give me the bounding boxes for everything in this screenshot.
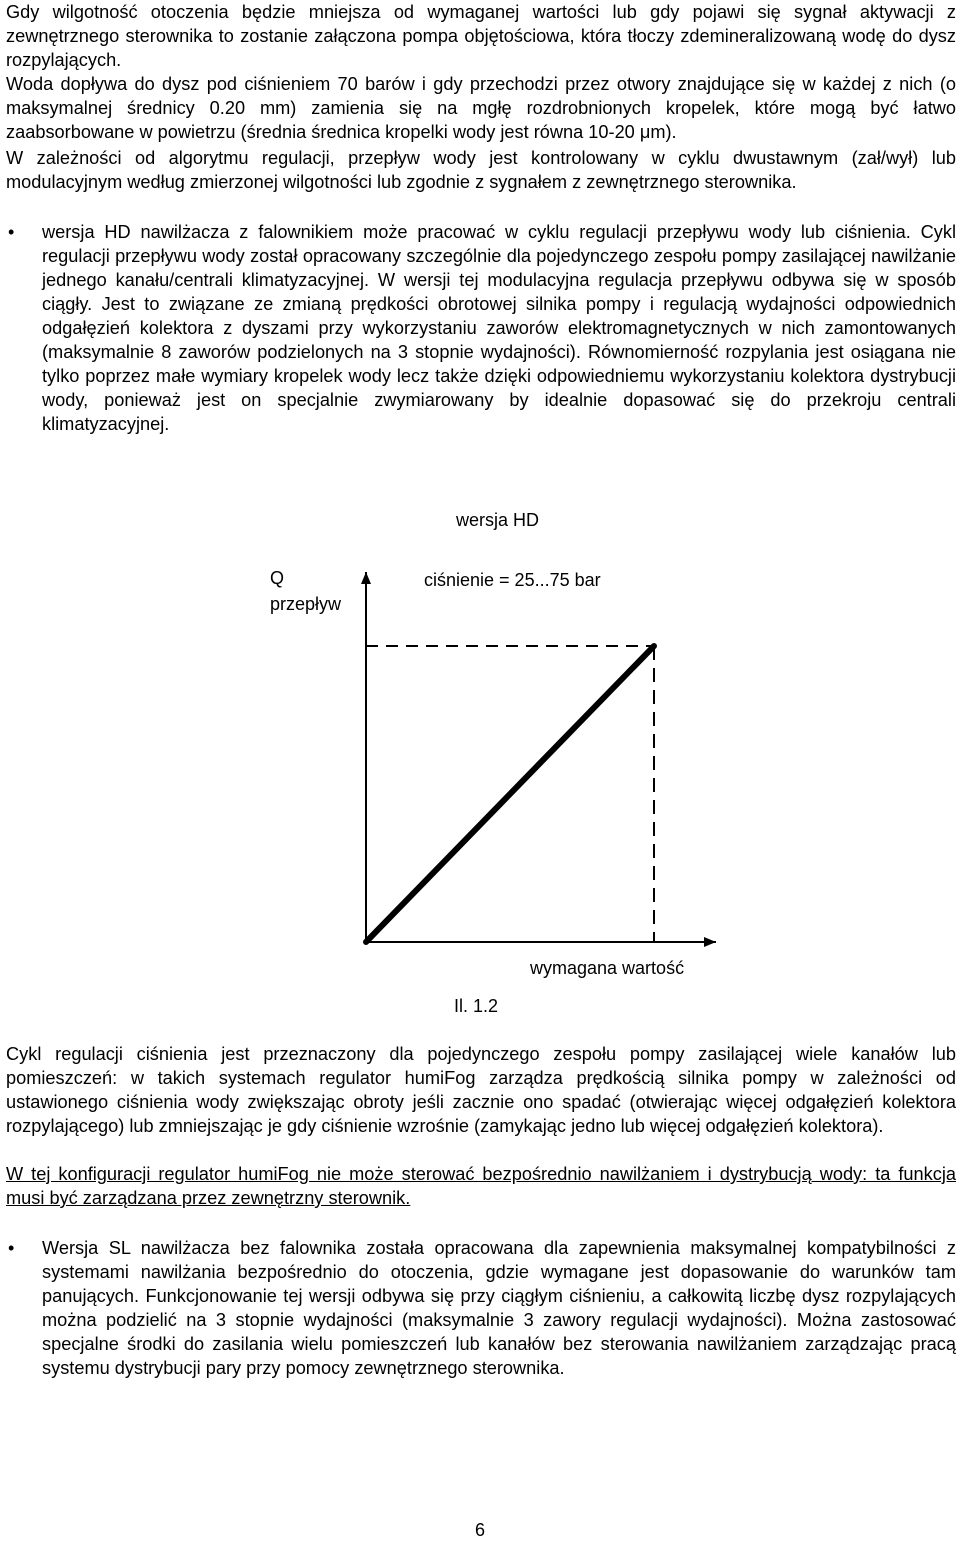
flow-chart	[0, 490, 960, 1030]
chart-title: wersja HD	[456, 510, 540, 530]
chart-x-label: wymagana wartość	[530, 958, 685, 978]
paragraph-intro: Gdy wilgotność otoczenia będzie mniejsza od wymaganej wartości lub gdy pojawi się sygnał aktywacji z zewnętrznego sterownika to zostanie załączona pompa objętościowa, która tłoczy zdemineralizowaną wodę do dysz rozpylających.	[6, 2, 956, 70]
figure-caption: Il. 1.2	[454, 996, 499, 1016]
paragraph-water-supply: Woda dopływa do dysz pod ciśnieniem 70 barów i gdy przechodzi przez otwory znajdujące się w każdej z nich (o maksymalnej średnicy 0.20 mm) zamienia się na mgłę rozdrobnionych kropelek, które mogą być łatwo zaabsorbowane w powietrzu (średnia średnica kropelki wody jest równa 10-20 μm).	[6, 74, 956, 142]
flow-series-line	[366, 646, 654, 942]
paragraph-pressure-cycle: Cykl regulacji ciśnienia jest przeznaczony dla pojedynczego zespołu pompy zasilającej wiele kanałów lub pomieszczeń: w takich systemach regulator humiFog zarządza prędkością silnika pompy w zależności od ustawionego ciśnienia wody zwiększając obroty jeśli zacznie ono spadać (otwierając więcej odgałęzień kolektora rozpylającego) lub zmniejszając je gdy ciśnienie wzrośnie (zamykając jedno lub więcej odgałęzień kolektora).	[6, 1044, 956, 1136]
chart-y-label-q: Q	[270, 568, 285, 588]
plot-area	[361, 572, 716, 947]
bullet-icon: •	[8, 1238, 15, 1258]
y-axis-arrow	[361, 572, 371, 584]
chart-pressure-label: ciśnienie = 25...75 bar	[424, 570, 601, 590]
chart-y-label-flow: przepływ	[270, 594, 342, 614]
paragraph-regulation: W zależności od algorytmu regulacji, przepływ wody jest kontrolowany w cyklu dwustawnym (zał/wył) lub modulacyjnym według zmierzonej wilgotności lub zgodnie z sygnałem z zewnętrznego sterownika.	[6, 148, 956, 192]
bullet-sl-text: Wersja SL nawilżacza bez falownika została opracowana dla zapewnienia maksymalnej kompatybilności z systemami nawilżania bezpośrednio do otoczenia, gdzie wymagane jest dopasowanie do warunków tam panujących. Funkcjonowanie tej wersji odbywa się przy ciągłym ciśnieniu, a całkowitą liczbę dysz rozpylających można podzielić na 3 stopnie wydajności (maksymalnie 3 zawory regulacji wydajności). Można zastosować specjalne środki do zasilania wielu pomieszczeń lub kanałów bez sterowania nawilżaniem zarządzając pracą systemu dystrybucji pary przy pomocy zewnętrznego sterownika.	[42, 1238, 956, 1378]
x-axis-arrow	[704, 937, 716, 947]
bullet-hd-text: wersja HD nawilżacza z falownikiem może pracować w cyklu regulacji przepływu wody lub ciśnienia. Cykl regulacji przepływu wody został opracowany szczególnie dla pojedynczego zespołu pompy zasilającej nawilżanie jednego kanału/centrali klimatyzacyjnej. W wersji tej modulacyjna regulacja przepływu odbywa się w sposób ciągły. Jest to związane ze zmianą prędkości obrotowej silnika pompy i regulacją wydajności odpowiednich odgałęzień kolektora z dyszami przy wykorzystaniu zaworów elektromagnetycznych w nich zamontowanych (maksymalnie 8 zaworów podzielonych na 3 stopnie wydajności). Równomierność rozpylania jest osiągana nie tylko poprzez małe wymiary kropelek wody lecz także dzięki odpowiedniemu wykorzystaniu kolektora dystrybucji wody, ponieważ jest on specjalnie zwymiarowany by idealnie dopasować się do przekroju centrali klimatyzacyjnej.	[42, 222, 956, 434]
page-number: 6	[474, 1520, 485, 1540]
bullet-icon: •	[8, 222, 15, 242]
paragraph-config-note: W tej konfiguracji regulator humiFog nie może sterować bezpośrednio nawilżaniem i dystrybucją wody: ta funkcja musi być zarządzana przez zewnętrzny sterownik.	[6, 1164, 956, 1208]
